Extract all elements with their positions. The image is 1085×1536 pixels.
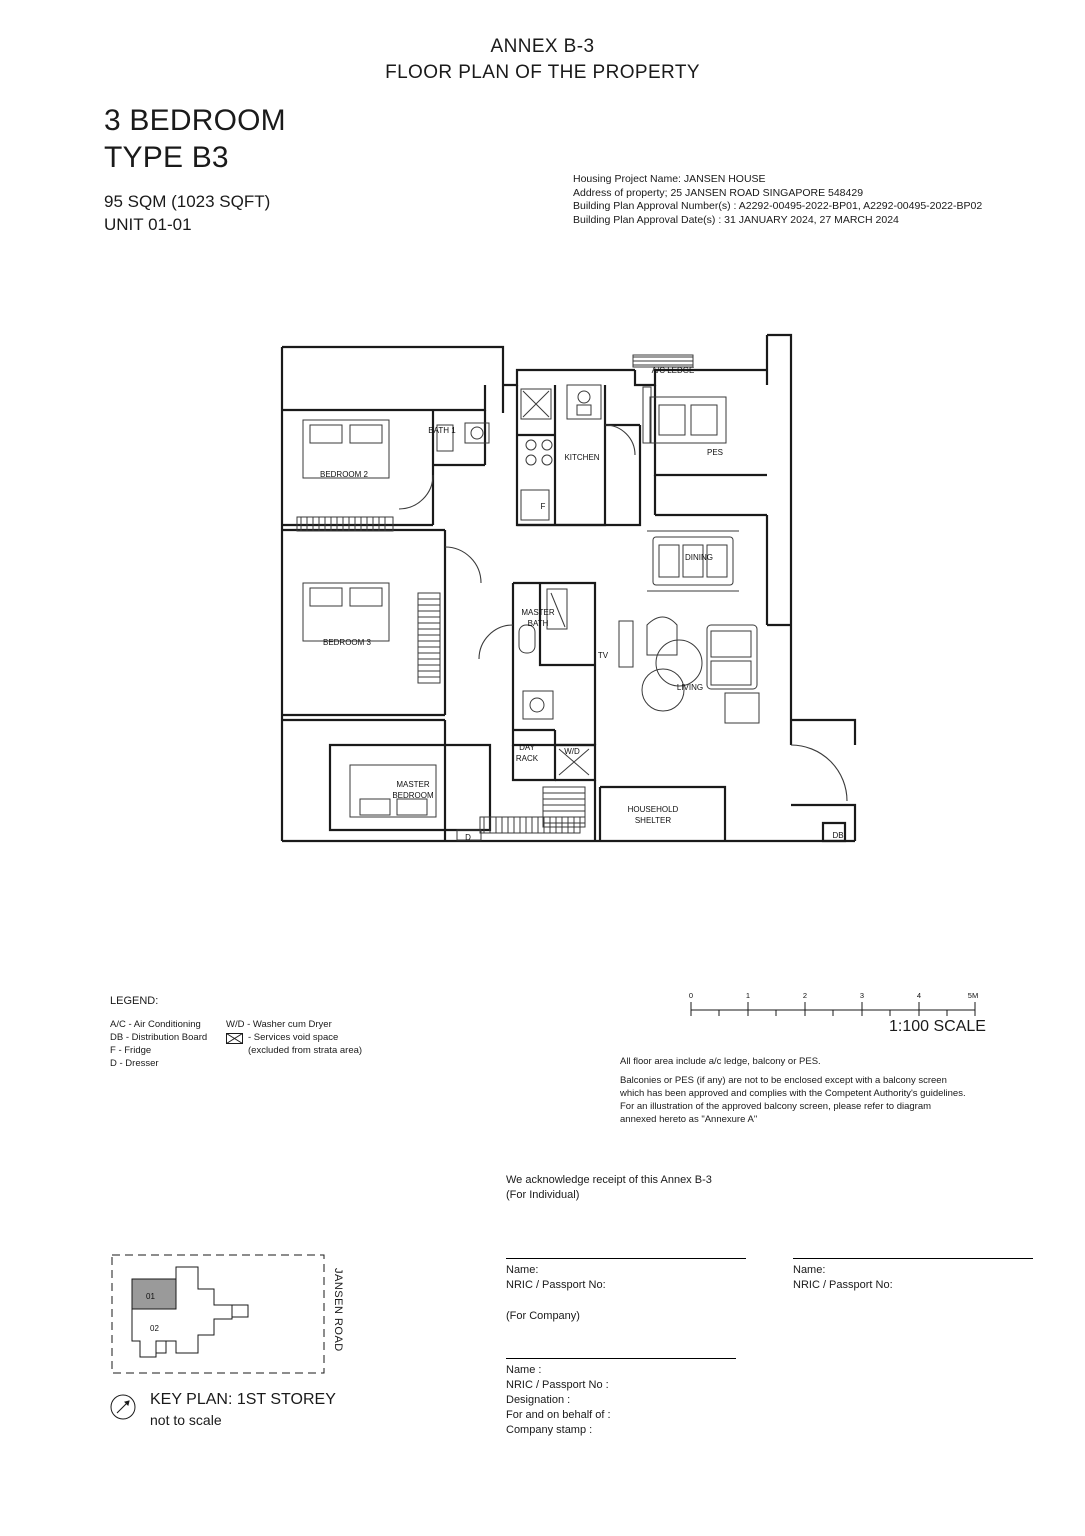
legend-item-ac: A/C - Air Conditioning	[110, 1019, 201, 1030]
legend-item-void: - Services void space	[248, 1032, 339, 1043]
room-label: TV	[597, 651, 609, 660]
floor-plan-drawing	[255, 325, 915, 875]
unit-bedrooms-label: 3 BEDROOM	[104, 104, 286, 137]
room-label: BEDROOM 2	[319, 470, 369, 479]
key-plan-caption	[150, 1390, 336, 1430]
company-designation-label: Designation :	[506, 1394, 571, 1406]
project-name-line: Housing Project Name: JANSEN HOUSE	[573, 173, 766, 185]
project-info	[573, 173, 982, 227]
room-label: RACK	[515, 754, 539, 763]
signature-block-company	[506, 1358, 736, 1438]
company-behalf-label: For and on behalf of :	[506, 1409, 611, 1421]
right-name-label: Name:	[793, 1264, 826, 1276]
signature-block-right	[793, 1258, 1033, 1293]
legend-title: LEGEND:	[110, 995, 159, 1007]
unit-area-label: 95 SQM (1023 SQFT)	[104, 192, 271, 211]
room-label: MASTER	[521, 608, 555, 617]
legend-item-db: DB - Distribution Board	[110, 1032, 208, 1043]
services-void-icon	[226, 1031, 243, 1042]
room-label: D	[465, 833, 471, 842]
acknowledgement-block	[506, 1173, 712, 1203]
left-company-label: (For Company)	[506, 1310, 580, 1322]
key-plan-unit-label: 02	[150, 1324, 159, 1333]
floor-area-note: All floor area include a/c ledge, balcony or PES.	[620, 1056, 821, 1067]
scale-bar	[688, 988, 978, 1022]
room-label: PES	[706, 448, 724, 457]
room-label: HOUSEHOLD	[627, 805, 679, 814]
legend-item-void-note: (excluded from strata area)	[248, 1045, 363, 1056]
room-label: BEDROOM	[392, 791, 434, 800]
scale-tick-label: 2	[802, 991, 808, 1000]
room-label: BATH	[527, 619, 549, 628]
room-label: DINING	[685, 553, 713, 562]
legend-column-1	[110, 1018, 207, 1070]
scale-tick-label: 3	[859, 991, 865, 1000]
scale-tick-label: 5M	[967, 991, 978, 1000]
legend-item-d: D - Dresser	[110, 1058, 159, 1069]
project-bp-number-line: Building Plan Approval Number(s) : A2292-00495-2022-BP01, A2292-00495-2022-BP02	[573, 200, 983, 212]
unit-number-label: UNIT 01-01	[104, 215, 192, 234]
acknowledgement-line-1: We acknowledge receipt of this Annex B-3	[506, 1174, 712, 1186]
room-label: F	[540, 502, 546, 511]
legend-item-f: F - Fridge	[110, 1045, 152, 1056]
left-name-label: Name:	[506, 1264, 539, 1276]
project-address-line: Address of property; 25 JANSEN ROAD SINGAPORE 548429	[573, 186, 864, 199]
room-label: BEDROOM 3	[322, 638, 372, 647]
key-plan-caption-line-1: KEY PLAN: 1ST STOREY	[150, 1391, 336, 1408]
room-label: MASTER	[396, 780, 430, 789]
project-bp-date-line: Building Plan Approval Date(s) : 31 JANUARY 2024, 27 MARCH 2024	[573, 213, 899, 226]
key-plan-diagram	[110, 1253, 350, 1378]
signature-line-company	[506, 1358, 736, 1359]
room-label: W/D	[564, 747, 580, 756]
company-name-label: Name :	[506, 1364, 542, 1376]
legend-item-wd: W/D - Washer cum Dryer	[226, 1019, 332, 1030]
north-arrow-icon	[108, 1392, 138, 1422]
signature-line-left	[506, 1258, 746, 1259]
left-nric-label: NRIC / Passport No:	[506, 1279, 606, 1291]
room-label: KITCHEN	[564, 453, 600, 462]
right-nric-label: NRIC / Passport No:	[793, 1279, 893, 1291]
room-label: DAY	[519, 743, 535, 752]
room-label: BATH 1	[428, 426, 456, 435]
key-plan-unit-label: 01	[146, 1292, 155, 1301]
scale-label: 1:100 SCALE	[889, 1018, 986, 1035]
signature-line-right	[793, 1258, 1033, 1259]
scale-tick-label: 1	[745, 991, 751, 1000]
annex-title: ANNEX B-3	[490, 36, 595, 57]
key-plan-road-label: JANSEN ROAD	[332, 1268, 344, 1352]
scale-tick-label: 4	[916, 991, 922, 1000]
acknowledgement-line-2: (For Individual)	[506, 1189, 580, 1201]
annex-subtitle: FLOOR PLAN OF THE PROPERTY	[385, 62, 700, 83]
signature-block-left	[506, 1258, 746, 1324]
company-nric-label: NRIC / Passport No :	[506, 1379, 609, 1391]
company-stamp-label: Company stamp :	[506, 1424, 593, 1436]
balcony-note: Balconies or PES (if any) are not to be enclosed except with a balcony screen which has been approved and complies with the Competent Authority's guidelines. For an illustration of the approved balcony screen, please refer to diagram annexed hereto as "Annexure A"	[620, 1075, 966, 1125]
key-plan-caption-line-2: not to scale	[150, 1412, 222, 1428]
room-label: DB	[832, 831, 844, 840]
room-label: A/C LEDGE	[651, 366, 695, 375]
room-label: LIVING	[676, 683, 704, 692]
unit-type-label: TYPE B3	[104, 141, 229, 174]
legend-column-2	[226, 1018, 362, 1057]
scale-tick-label: 0	[688, 991, 694, 1000]
room-label: SHELTER	[634, 816, 672, 825]
